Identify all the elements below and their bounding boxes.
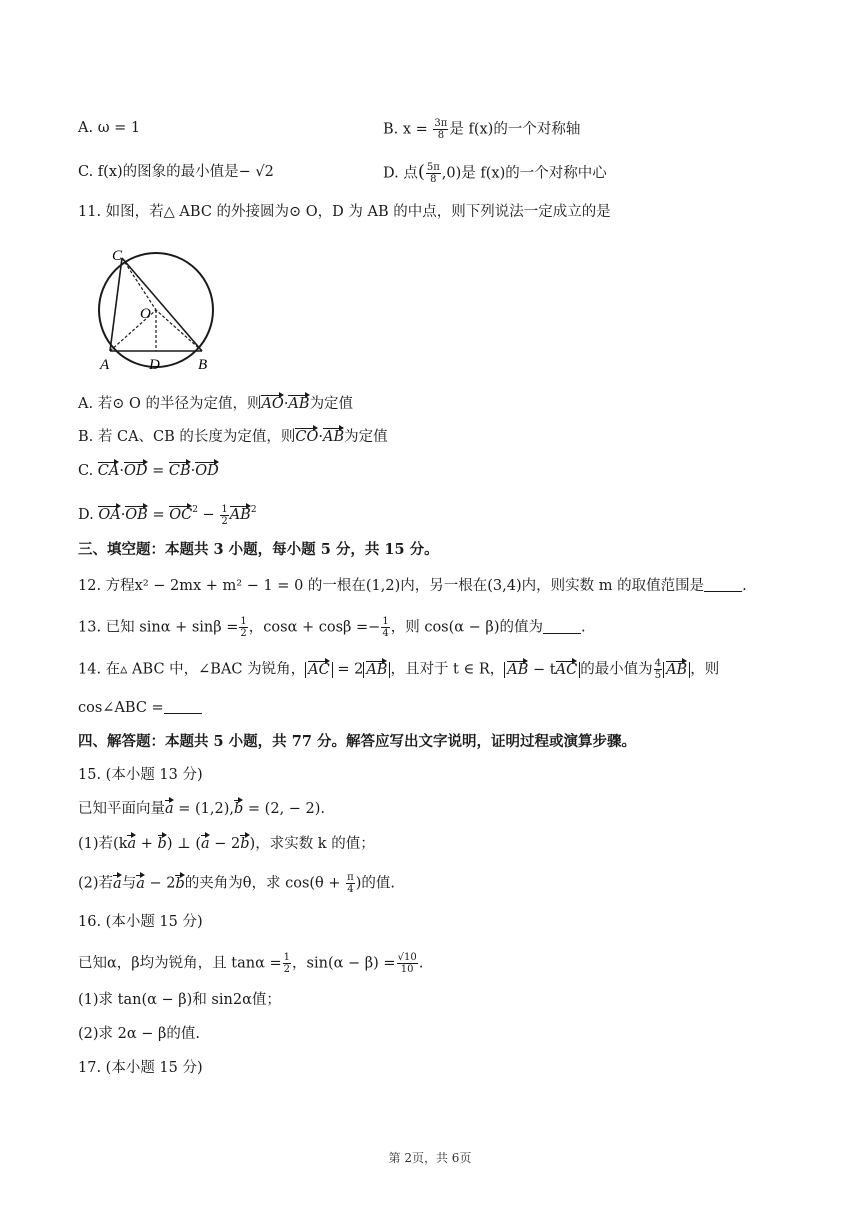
q16-part2: (2)求 2α − β的值. xyxy=(78,1026,201,1042)
label-a: A xyxy=(100,357,110,373)
q16-part1: (1)求 tan(α − β)和 sin2α值； xyxy=(78,992,281,1008)
label-d: D xyxy=(149,357,160,373)
q17-header: 17. (本小题 15 分) xyxy=(78,1060,203,1076)
q15-given: 已知平面向量a = (1,2),b = (2, − 2). xyxy=(78,801,326,817)
q12-answer-blank[interactable] xyxy=(704,577,742,592)
label-c: C xyxy=(112,248,123,264)
q13-answer-blank[interactable] xyxy=(543,619,581,634)
q12: 12. 方程x² − 2mx + m² − 1 = 0 的一根在(1,2)内，另一根在(3,4)内，则实数 m 的取值范围是 . xyxy=(78,578,747,594)
section-3-heading: 三、填空题：本题共 3 小题，每小题 5 分，共 15 分。 xyxy=(78,541,439,558)
q16-header: 16. (本小题 15 分) xyxy=(78,914,203,930)
q14-line1: 14. 在▵ ABC 中，∠BAC 为锐角， AC = 2 AB ，且对于 t ∈ R， AB − tAC 的最小值为 $\frac{4}{5}$ AB ，则 xyxy=(78,658,720,681)
q13: 13. 已知 sinα + sinβ = $\frac{1}{2}$ ，cosα + cosβ =− $\frac{1}{4}$ ，则 cos(α − β)的值为 . xyxy=(78,616,586,639)
q14-line2: cos∠ABC = xyxy=(78,698,202,718)
q15-part2: (2)若a与a − 2b的夹角为θ，求 cos(θ + $\frac{\pi}{4}$ )的值. xyxy=(78,872,395,895)
q15-part1: (1)若(ka + b) ⊥ (a − 2b)，求实数 k 的值； xyxy=(78,836,375,852)
side-cb xyxy=(122,258,202,351)
label-b: B xyxy=(198,357,208,373)
q11-option-d: D. $OA\cdot OB = OC^2$ − $\frac{1}{2}$ $AB^2$ xyxy=(78,503,257,527)
q11-option-b: B. 若 CA、CB 的长度为定值，则CO·AB为定值 xyxy=(78,429,388,445)
q10-option-a: A. ω = 1 xyxy=(78,120,141,136)
segment-co xyxy=(122,258,156,310)
q11-figure xyxy=(90,242,240,381)
section-4-heading: 四、解答题：本题共 5 小题，共 77 分。解答应写出文字说明，证明过程或演算步骤。 xyxy=(78,733,636,750)
q10-option-d: D. 点( $\frac{5\pi}{8}$ ,0)是 f(x)的一个对称中心 xyxy=(383,161,607,185)
page-footer: 第 2页，共 6页 xyxy=(388,1151,472,1165)
q14-answer-blank[interactable] xyxy=(164,699,202,714)
q11-option-c: C. CA·OD = CB·OD xyxy=(78,463,219,479)
q16-given: 已知α，β均为锐角，且 tanα = $\frac{1}{2}$ ，sin(α − β) = $\frac{√10}{10}$ . xyxy=(78,952,424,975)
q11-stem: 11. 如图，若△ ABC 的外接圆为⊙ O，D 为 AB 的中点，则下列说法一定成立的是 xyxy=(78,204,611,220)
q11-option-a: A. 若⊙ O 的半径为定值，则AO·AB为定值 xyxy=(78,396,354,412)
q15-header: 15. (本小题 13 分) xyxy=(78,767,203,783)
label-o: O xyxy=(140,306,151,322)
segment-bo xyxy=(156,310,202,351)
side-ca xyxy=(110,258,122,351)
q10-option-c: C. f(x)的图象的最小值是− √2 xyxy=(78,164,274,180)
q10-option-b: B. x = $\frac{3\pi}{8}$ 是 f(x)的一个对称轴 xyxy=(383,118,581,141)
